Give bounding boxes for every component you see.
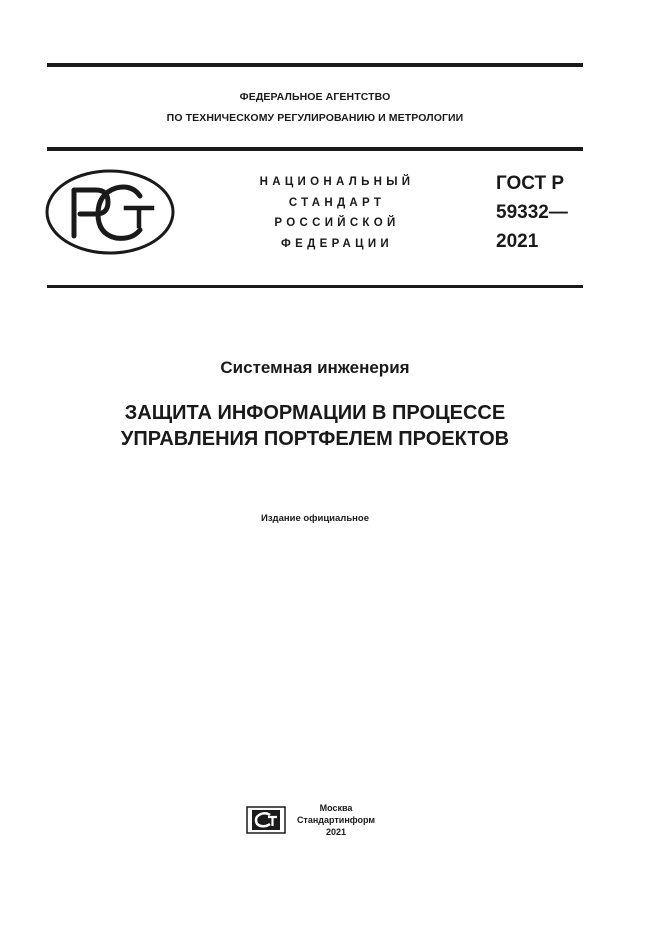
document-subtitle: Системная инженерия xyxy=(220,358,410,377)
imprint-publisher: Стандартинформ xyxy=(296,815,376,825)
edition-label: Издание официальное xyxy=(261,513,369,524)
designation-line: ГОСТ Р xyxy=(496,173,565,194)
national-standard-label xyxy=(222,172,448,254)
title-line: ЗАЩИТА ИНФОРМАЦИИ В ПРОЦЕССЕ xyxy=(124,402,506,424)
standard-designation xyxy=(496,169,568,256)
imprint-year: 2021 xyxy=(325,827,347,837)
agency-name-line-1: ФЕДЕРАЛЬНОЕ АГЕНТСТВО xyxy=(239,91,391,103)
title-line: УПРАВЛЕНИЯ ПОРТФЕЛЕМ ПРОЕКТОВ xyxy=(120,428,510,450)
designation-line: 59332— xyxy=(496,202,568,223)
imprint-city: Москва xyxy=(319,803,353,813)
imprint xyxy=(290,802,382,838)
standard-block-rule xyxy=(47,285,583,288)
header-rule xyxy=(47,147,583,151)
agency-name-line-2: ПО ТЕХНИЧЕСКОМУ РЕГУЛИРОВАНИЮ И МЕТРОЛОГИИ xyxy=(166,112,464,124)
national-line: НАЦИОНАЛЬНЫЙ xyxy=(259,176,415,188)
standartinform-logo-icon xyxy=(246,806,286,834)
designation-line: 2021 xyxy=(496,231,539,252)
national-line: ФЕДЕРАЦИИ xyxy=(281,237,393,250)
national-line: СТАНДАРТ xyxy=(288,196,386,209)
rst-conformity-emblem-icon xyxy=(44,168,176,256)
document-title xyxy=(47,400,583,452)
top-rule xyxy=(47,63,583,67)
national-line: РОССИЙСКОЙ xyxy=(274,217,400,230)
